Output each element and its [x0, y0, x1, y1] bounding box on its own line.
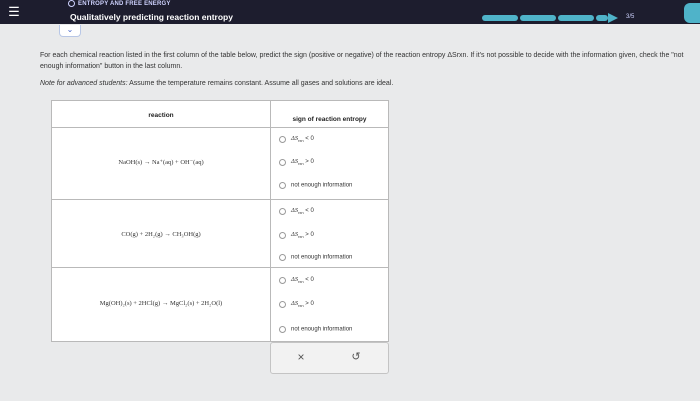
relation: > 0	[303, 301, 314, 307]
reaction-table	[51, 100, 389, 342]
rxn-subscript: rxn	[298, 279, 304, 284]
progress-segment	[520, 15, 556, 21]
topic-icon	[68, 0, 75, 7]
relation: < 0	[303, 208, 314, 214]
rxn-subscript: rxn	[298, 303, 304, 308]
delta-s-symbol: ΔS	[291, 231, 299, 238]
header-reaction: reaction	[148, 112, 174, 119]
rxn-subscript: rxn	[298, 234, 304, 239]
header-sign: sign of reaction entropy	[292, 116, 367, 123]
delta-s-symbol: ΔS	[291, 135, 299, 142]
note-label: Note for advanced students:	[40, 80, 128, 87]
option-label: not enough information	[291, 182, 353, 189]
delta-s-symbol: ΔS	[291, 276, 299, 283]
rxn-subscript: rxn	[298, 161, 304, 166]
note	[40, 80, 393, 87]
answer-actions	[270, 342, 389, 374]
topic-text: ENTROPY AND FREE ENERGY	[78, 1, 171, 8]
progress-label: 3/5	[626, 14, 635, 20]
option-not-enough-info[interactable]	[279, 182, 352, 192]
column-divider	[270, 101, 271, 341]
clear-button[interactable]: ×	[297, 350, 305, 364]
chevron-down-icon[interactable]: ⌄	[59, 25, 81, 37]
reaction-equation: Mg(OH)₂(s) + 2HCl(g) → MgCl₂(s) + 2H₂O(l)	[99, 300, 223, 307]
undo-button[interactable]: ↺	[351, 351, 361, 363]
radio-button[interactable]	[279, 254, 286, 261]
progress-bar	[482, 15, 622, 21]
option-label: not enough information	[291, 254, 353, 261]
topic-label	[68, 0, 171, 7]
progress-segment	[482, 15, 518, 21]
relation: > 0	[303, 232, 314, 238]
radio-button[interactable]	[279, 159, 286, 166]
radio-button[interactable]	[279, 232, 286, 239]
relation: > 0	[303, 159, 314, 165]
option-not-enough-info[interactable]	[279, 326, 352, 336]
option-negative[interactable]	[279, 276, 314, 286]
option-positive[interactable]	[279, 300, 314, 310]
radio-button[interactable]	[279, 277, 286, 284]
note-text: Assume the temperature remains constant. Assume all gases and solutions are ideal.	[127, 80, 394, 87]
row-divider	[52, 267, 388, 268]
option-negative[interactable]	[279, 207, 314, 217]
page-title: Qualitatively predicting reaction entropy	[70, 12, 233, 22]
option-negative[interactable]	[279, 135, 314, 145]
top-bar	[0, 0, 700, 24]
reaction-equation: NaOH(s) → Na⁺(aq) + OH⁻(aq)	[118, 159, 204, 166]
radio-button[interactable]	[279, 208, 286, 215]
reaction-equation: CO(g) + 2H₂(g) → CH₃OH(g)	[121, 231, 201, 238]
instructions: For each chemical reaction listed in the first column of the table below, predict the sign (positive or negative) of the reaction entropy ΔSrxn. If it's not possible to decide with the information given, check the "not enough information" button in the last column.	[40, 52, 684, 70]
delta-s-symbol: ΔS	[291, 300, 299, 307]
delta-s-symbol: ΔS	[291, 158, 299, 165]
menu-icon[interactable]: ☰	[8, 4, 20, 19]
relation: < 0	[303, 277, 314, 283]
header-divider	[52, 127, 388, 128]
option-positive[interactable]	[279, 231, 314, 241]
radio-button[interactable]	[279, 301, 286, 308]
delta-s-symbol: ΔS	[291, 207, 299, 214]
radio-button[interactable]	[279, 182, 286, 189]
rxn-subscript: rxn	[298, 210, 304, 215]
row-divider	[52, 199, 388, 200]
option-label: not enough information	[291, 326, 353, 333]
side-tab[interactable]	[684, 3, 700, 23]
relation: < 0	[303, 136, 314, 142]
option-positive[interactable]	[279, 158, 314, 168]
radio-button[interactable]	[279, 326, 286, 333]
option-not-enough-info[interactable]	[279, 254, 352, 264]
progress-segment	[558, 15, 594, 21]
progress-segment	[596, 15, 608, 21]
progress-marker	[608, 13, 618, 23]
radio-button[interactable]	[279, 136, 286, 143]
rxn-subscript: rxn	[298, 138, 304, 143]
